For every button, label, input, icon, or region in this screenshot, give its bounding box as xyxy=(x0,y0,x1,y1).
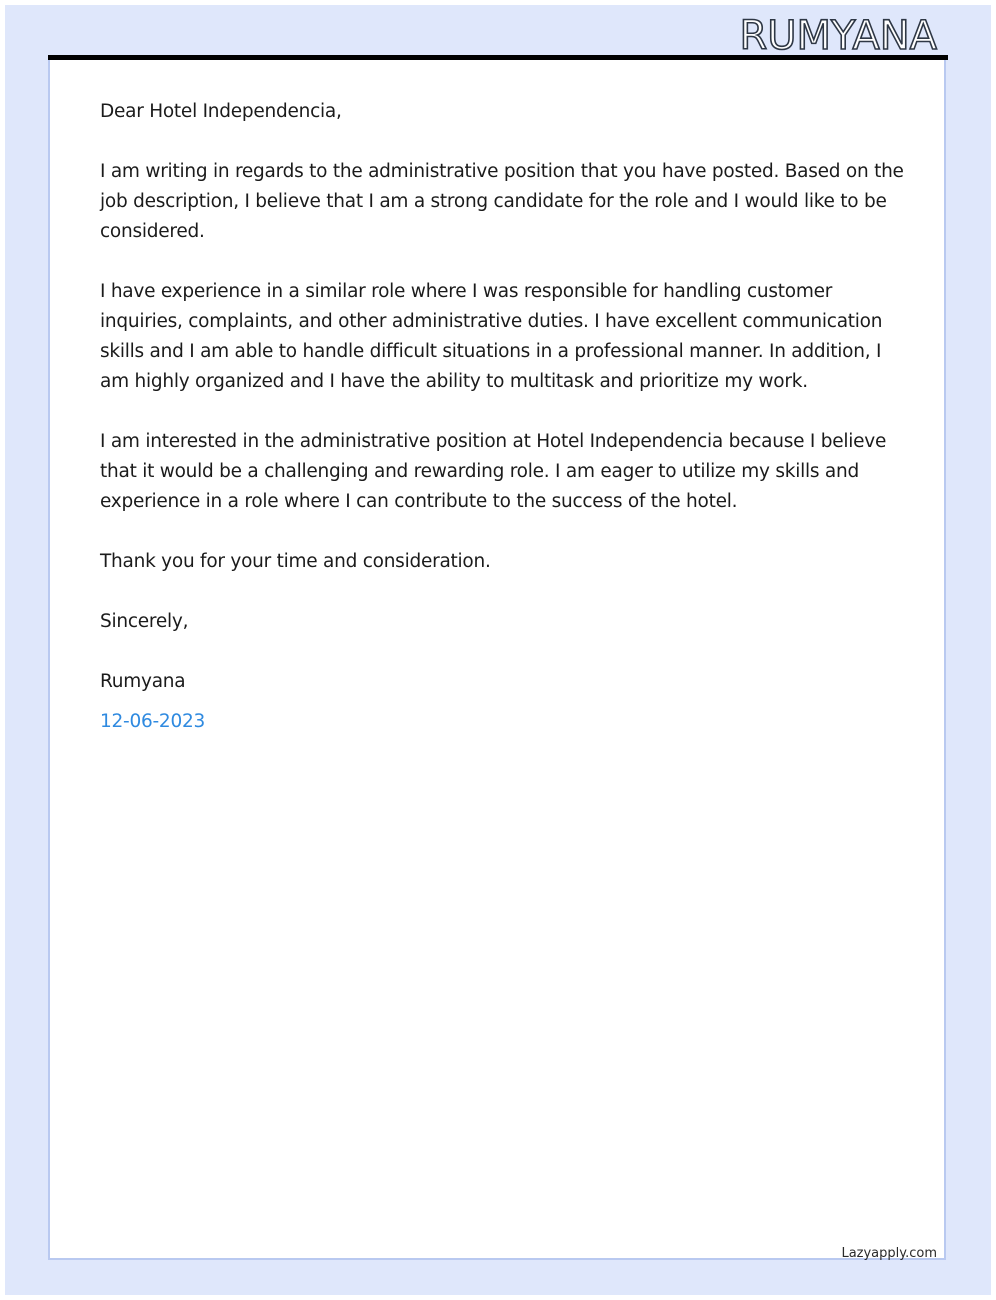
signature: Rumyana xyxy=(100,671,186,692)
letter-body xyxy=(100,97,910,767)
closing: Sincerely, xyxy=(100,611,189,632)
salutation: Dear Hotel Independencia, xyxy=(100,101,342,122)
applicant-name-heading: RUMYANA xyxy=(739,13,937,59)
letter-paragraph-1: I am writing in regards to the administrative position that you have posted. Based on the job description, I believe that I am a strong candidate for the role and I would like to be considered. xyxy=(100,161,904,242)
footer-brand: Lazyapply.com xyxy=(841,1246,937,1261)
letter-paragraph-2: I have experience in a similar role where I was responsible for handling customer inquiries, complaints, and other administrative duties. I have excellent communication skills and I am able to handle difficult situations in a professional manner. In addition, I am highly organized and I have the ability to multitask and prioritize my work. xyxy=(100,281,883,392)
letter-date: 12-06-2023 xyxy=(100,711,206,732)
letter-paragraph-3: I am interested in the administrative position at Hotel Independencia because I believe that it would be a challenging and rewarding role. I am eager to utilize my skills and experience in a role where I can contribute to the success of the hotel. xyxy=(100,431,887,512)
letter-paragraph-4: Thank you for your time and consideration. xyxy=(100,551,491,572)
